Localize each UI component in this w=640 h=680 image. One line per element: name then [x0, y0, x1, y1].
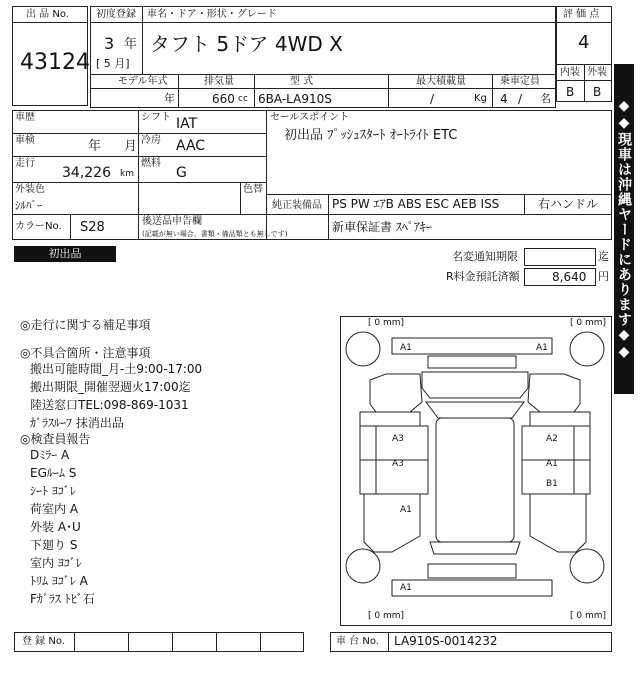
tire-rear-left	[346, 549, 380, 583]
name-change-unit: 迄	[598, 250, 609, 263]
handle-value: 右ハンドル	[538, 197, 599, 211]
type-label: 型 式	[290, 76, 314, 87]
fuel-label: 燃料	[141, 158, 161, 169]
chassis-number: LA910S-0014232	[394, 634, 498, 648]
type-value: 6BA-LA910S	[258, 92, 332, 106]
max-load-unit: Kg	[474, 93, 487, 104]
aftermarket-sub: (記載が無い場合、書類・備品類とも無しです)	[142, 230, 288, 238]
capacity-sep: /	[518, 92, 523, 106]
capacity-unit: 名	[540, 92, 551, 105]
recycle-unit: 円	[598, 270, 609, 283]
exterior-grade: B	[593, 85, 602, 99]
inspector-line: Fｶﾞﾗｽ ﾄﾋﾞ石	[30, 592, 95, 606]
color-no-value: S28	[80, 220, 105, 235]
interior-label: 内装	[560, 67, 580, 78]
mileage-value: 34,226	[62, 165, 111, 181]
inspection-year: 年	[88, 139, 102, 154]
first-reg-month: [ 5 月]	[96, 57, 130, 70]
damage-mark: A3	[392, 434, 404, 444]
inspector-line: EGﾙｰﾑ S	[30, 466, 77, 480]
sales-point-label: セールスポイント	[270, 112, 350, 123]
hood	[422, 372, 528, 398]
defect-line: 陸送窓口TEL:098-869-1031	[30, 398, 189, 412]
damage-mark: A1	[400, 505, 412, 515]
model-year-label: モデル年式	[118, 76, 168, 87]
damage-mark: A1	[546, 459, 558, 469]
name-change-box	[524, 248, 596, 266]
ext-color-label: 外装色	[15, 184, 45, 195]
tire-depth-label: [ 0 mm]	[570, 318, 607, 328]
tire-depth-label: [ 0 mm]	[368, 318, 405, 328]
damage-mark: B1	[546, 479, 558, 489]
first-listing-text: 初出品	[48, 247, 82, 260]
tire-labels	[368, 318, 606, 621]
tire-depth-label: [ 0 mm]	[368, 611, 405, 621]
capacity: 4	[500, 92, 508, 106]
displacement: 660	[212, 92, 235, 106]
ext-color-value: ｼﾙﾊﾞｰ	[15, 199, 43, 212]
tire-depth-label: [ 0 mm]	[570, 611, 607, 621]
inspection-label: 車検	[15, 135, 35, 146]
chassis-label: 車 台 No.	[336, 636, 379, 647]
damage-mark: A1	[400, 343, 412, 353]
model-year-unit: 年	[164, 92, 175, 105]
inspector-line: Dﾐﾗｰ A	[30, 448, 70, 462]
max-load-label: 最大積載量	[416, 76, 466, 87]
color-no-label: カラーNo.	[15, 221, 62, 232]
displacement-label: 排気量	[204, 76, 234, 87]
windshield	[426, 402, 524, 418]
side-banner: ◆◆現車は沖縄ヤードにあります◆◆	[614, 64, 634, 394]
sales-point-value: 初出品 ﾌﾟｯｼｭｽﾀｰﾄ ｵｰﾄﾗｲﾄ ETC	[284, 128, 458, 143]
car-diagram	[340, 316, 612, 626]
interior-grade: B	[566, 85, 575, 99]
inspector-line: ｼｰﾄ ﾖｺﾞﾚ	[30, 484, 76, 498]
damage-mark: A3	[392, 459, 404, 469]
first-reg-year-unit: 年	[124, 37, 138, 52]
inspector-line: 室内 ﾖｺﾞﾚ	[30, 556, 82, 570]
first-reg-label: 初度登録	[96, 9, 136, 20]
displacement-unit: cc	[238, 94, 248, 104]
mileage-unit: km	[120, 169, 134, 179]
recycle-value: 8,640	[552, 270, 587, 284]
roof	[436, 418, 514, 542]
shift-value: IAT	[176, 116, 198, 132]
inspector-line: 下廻り S	[30, 538, 78, 552]
shift-label: シフト	[141, 112, 171, 123]
inspector-header: ◎検査員報告	[20, 432, 91, 446]
mileage-label: 走行	[15, 158, 35, 169]
recycle-label: R料金預託済額	[446, 270, 520, 283]
tire-front-right	[570, 332, 604, 366]
inspection-month: 月	[124, 139, 138, 154]
history-label: 車歴	[15, 112, 35, 123]
aftermarket-label: 後送品申告欄	[142, 216, 202, 227]
defect-line: 搬出期限_開催翌週火17:00迄	[30, 380, 191, 394]
ac-value: AAC	[176, 138, 206, 154]
lot-label: 出 品 No.	[26, 9, 69, 20]
driving-header: ◎走行に関する補足事項	[20, 318, 151, 332]
equip-label: 純正装備品	[272, 200, 322, 211]
max-load: /	[430, 92, 435, 106]
car-name: タフト 5ドア 4WD X	[150, 32, 343, 56]
exterior-label: 外装	[587, 67, 607, 78]
inspector-line: 外装 A･U	[30, 520, 81, 534]
name-change-label: 名変通知期限	[452, 250, 518, 263]
inspector-line: 荷室内 A	[30, 502, 79, 516]
rear-bumper	[392, 580, 552, 596]
damage-mark: A1	[400, 583, 412, 593]
score-value: 4	[578, 32, 590, 53]
equip-value: PS PW ｴｱB ABS ESC AEB ISS	[332, 197, 500, 211]
defects-header: ◎不具合箇所・注意事項	[20, 346, 151, 360]
lot-number: 43124	[20, 50, 90, 75]
damage-mark: A2	[546, 434, 558, 444]
repaint-label: 色替	[243, 184, 263, 195]
inspector-line: ﾄﾘﾑ ﾖｺﾞﾚ A	[30, 574, 88, 588]
damage-mark: A1	[536, 343, 548, 353]
ac-label: 冷房	[141, 135, 161, 146]
warranty-value: 新車保証書 ｽﾍﾟｱｷｰ	[332, 220, 432, 234]
front-bumper	[392, 338, 552, 354]
score-label: 評 価 点	[563, 9, 600, 20]
car-label: 車名・ドア・形状・グレード	[147, 9, 277, 20]
damage-marks	[392, 343, 558, 593]
fuel-value: G	[176, 165, 187, 181]
defect-line: 搬出可能時間_月-土9:00-17:00	[30, 362, 203, 376]
tire-rear-right	[570, 549, 604, 583]
tire-front-left	[346, 332, 380, 366]
capacity-label: 乗車定員	[500, 76, 540, 87]
first-reg-year: 3	[104, 34, 115, 53]
first-listing-badge	[14, 246, 116, 262]
defect-line: ｶﾞﾗｽﾙｰﾌ 抹消出品	[30, 416, 124, 430]
reg-no-label: 登 録 No.	[22, 636, 65, 647]
